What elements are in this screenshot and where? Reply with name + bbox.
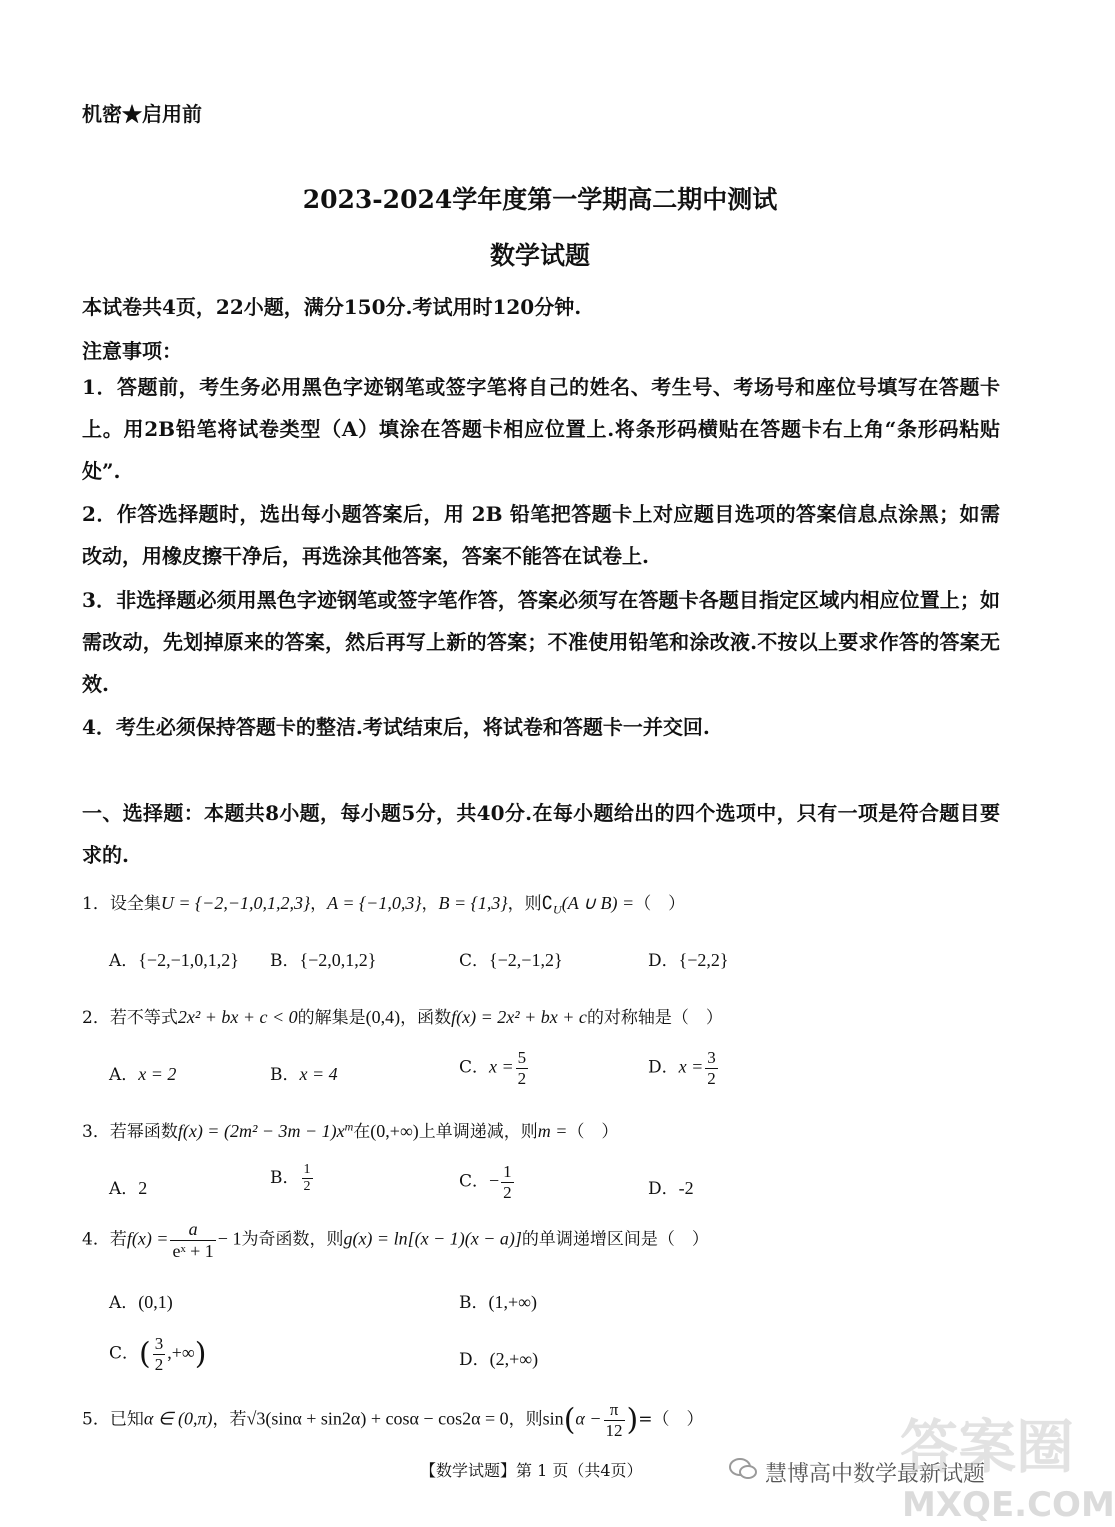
question-text: 若幂函数 [109, 1122, 178, 1142]
question-5: 5．已知α ∈ (0,π)，若√3(sinα + sin2α) + cosα − cos2α = 0，则sin(α − $\frac{\pi}{12}$ )=（ ） [82, 1400, 704, 1440]
question-text: ，则 [508, 1409, 543, 1430]
math-expr: f(x) = [126, 1228, 169, 1249]
subject-title: 数学试题 [489, 241, 590, 270]
option-c: C．− $\frac{1}{2}$ [459, 1162, 512, 1202]
math-expr: sin [542, 1408, 564, 1429]
option-d: D．(2,+∞) [459, 1349, 539, 1370]
option-b: B．(1,+∞) [459, 1292, 537, 1313]
page-footer: 【数学试题】第 1 页（共4页） [420, 1461, 643, 1480]
answer-paren: （ ） [567, 1122, 619, 1142]
question-text: 的解集是 [297, 1008, 366, 1028]
question-text: 已知 [109, 1409, 144, 1430]
section-heading: 一、选择题：本题共8小题，每小题5分，共40分.在每小题给出的四个选项中，只有一项是符合题目要求的. [82, 801, 1000, 867]
question-text: 为奇函数，则 [241, 1229, 344, 1250]
math-expr: √3(sinα + sin2α) + cosα − cos2α = 0 [246, 1408, 509, 1429]
math-expr: f(x) = (2m² − 3m − 1)x [177, 1121, 345, 1141]
question-text: 在 [353, 1122, 371, 1142]
option-a: A．2 [109, 1178, 148, 1199]
math-den: 12 [605, 1420, 623, 1440]
question-number: 3． [82, 1122, 110, 1142]
option-d: D．{−2,2} [648, 950, 729, 971]
watermark-url: MXQE.COM [902, 1485, 1115, 1525]
question-text: 上单调递减，则 [418, 1122, 538, 1142]
question-number: 5． [82, 1409, 110, 1430]
math-expr: α − [575, 1408, 602, 1429]
option-a: A．(0,1) [109, 1292, 173, 1313]
question-text: 的对称轴是（ ） [586, 1008, 723, 1028]
question-text: 设全集 [109, 894, 161, 914]
watermark-account: 慧博高中数学最新试题 [765, 1462, 986, 1487]
math-expr: − 1 [217, 1228, 242, 1249]
question-2 [82, 1003, 723, 1028]
question-number: 2． [82, 1008, 110, 1028]
option-b: B．{−2,0,1,2} [270, 950, 377, 971]
notice-heading: 注意事项： [82, 339, 182, 363]
math-sup: m [344, 1119, 354, 1134]
complement-symbol: ∁ [541, 893, 554, 913]
math-expr: B = {1,3} [438, 893, 508, 913]
intro-text: 本试卷共4页，22小题，满分150分.考试用时120分钟. [82, 295, 582, 319]
notice-item: 2．作答选择题时，选出每小题答案后，用 2B 铅笔把答题卡上对应题目选项的答案信息点涂黑；如需改动，用橡皮擦干净后，再选涂其他答案，答案不能答在试卷上. [82, 502, 1000, 568]
math-num: a [170, 1219, 215, 1241]
math-expr: g(x) = ln[(x − 1)(x − a)] [343, 1228, 522, 1249]
question-text: ，函数 [400, 1008, 452, 1028]
math-expr: (0,4) [365, 1007, 401, 1027]
question-4 [82, 1219, 709, 1261]
notice-item: 1．答题前，考生务必用黑色字迹钢笔或签字笔将自己的姓名、考生号、考场号和座位号填写在答题卡上。用2B铅笔将试卷类型（A）填涂在答题卡相应位置上.将条形码横贴在答题卡右上角“条形码粘贴处”. [82, 375, 1000, 483]
option-d: D．-2 [648, 1178, 694, 1199]
question-number: 1． [82, 894, 110, 914]
math-expr: (0,+∞) [370, 1121, 419, 1141]
option-b: B．x = 4 [270, 1064, 338, 1085]
option-c: C．( $\frac{3}{2}$ ,+∞) [109, 1334, 207, 1374]
option-a: A．{−2,−1,0,1,2} [109, 950, 239, 971]
question-text: ，则 [507, 894, 542, 914]
option-b: B． $\frac{1}{2}$ [270, 1162, 311, 1195]
math-expr: 2x² + bx + c < 0 [177, 1007, 298, 1027]
math-expr: f(x) = 2x² + bx + c [451, 1007, 587, 1027]
math-expr: m = [537, 1121, 568, 1141]
question-3 [82, 1117, 618, 1142]
math-expr: α ∈ (0,π) [143, 1408, 213, 1429]
math-den: eˣ + 1 [172, 1240, 214, 1261]
wechat-icon [728, 1455, 758, 1483]
option-a: A．x = 2 [109, 1064, 177, 1085]
option-c: C．x = $\frac{5}{2}$ [459, 1048, 527, 1088]
notice-item: 3．非选择题必须用黑色字迹钢笔或签字笔作答，答案必须写在答题卡各题目指定区域内相应位置上；如需改动，先划掉原来的答案，然后再写上新的答案；不准使用铅笔和涂改液.不按以上要求作答的答案无效. [82, 588, 1000, 696]
watermark-logo: 答案圈 [900, 1413, 1075, 1481]
math-sub: U [553, 902, 562, 917]
math-expr: U = {−2,−1,0,1,2,3} [160, 893, 311, 913]
question-text: =（ ） [638, 1409, 704, 1430]
math-expr: (A ∪ B) = [561, 893, 635, 913]
question-text: 的单调递增区间是（ ） [521, 1229, 709, 1250]
option-d: D．x = $\frac{3}{2}$ [648, 1048, 716, 1088]
question-text: 若 [109, 1229, 127, 1250]
question-text: 若不等式 [109, 1008, 178, 1028]
question-1: 1．设全集U = {−2,−1,0,1,2,3}，A = {−1,0,3}，B = {1,3}，则$∁_U(A$ ∪ B) =（ ） [82, 893, 686, 917]
confidential-label: 机密★启用前 [82, 102, 202, 126]
question-text: ，若 [212, 1409, 247, 1430]
answer-paren: （ ） [634, 894, 686, 914]
notice-item: 4．考生必须保持答题卡的整洁.考试结束后，将试卷和答题卡一并交回. [82, 715, 710, 739]
math-num: π [604, 1400, 625, 1421]
option-c: C．{−2,−1,2} [459, 950, 563, 971]
page-title: 2023-2024学年度第一学期高二期中测试 [302, 185, 778, 214]
question-number: 4． [82, 1229, 110, 1250]
math-expr: A = {−1,0,3} [327, 893, 422, 913]
